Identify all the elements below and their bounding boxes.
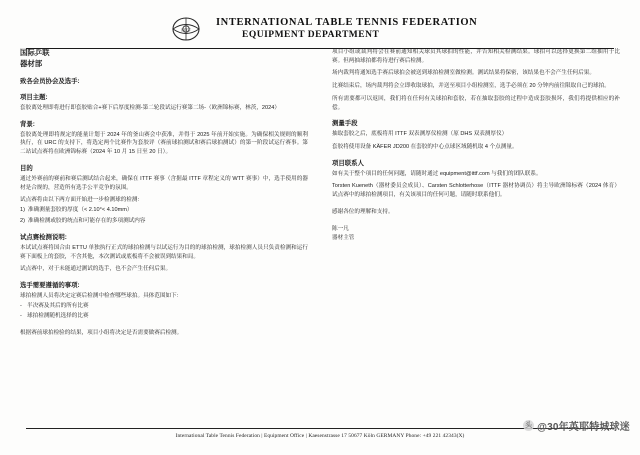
signature-title: 器材主管 <box>332 235 355 242</box>
project-heading: 项目主题: <box>20 94 48 101</box>
scope-item <box>20 206 308 215</box>
document-footer: International Table Tennis Federation | Equipment Office | Kaesenstrasse 17 50677 Köln GERMANY Phone: +49 221 42343(X) <box>26 428 614 439</box>
federation-name: INTERNATIONAL TABLE TENNIS FEDERATION <box>216 17 478 28</box>
obligations-item: - 球拍检测随机选择的比赛 <box>20 312 308 321</box>
measure-para-1: 抽取套胶之后，底板将用 ITTF 双表测厚仪检测（原 DHS 双表测厚仪） <box>332 131 508 138</box>
right-para-1: 项目小组或裁判将会在赛前通知相关球员其球拍的性能，并告知相关检测结果。球拍可以选择更换第二组抽用于比赛。但两抽球拍都将待进行赛后检测。 <box>332 49 620 64</box>
scope-item-number: 1) <box>20 207 25 214</box>
background-heading: 背景: <box>20 120 35 128</box>
measure-para-2: 套胶将使用设备 KÄFER JD200 在套胶的中心点球区域随机取 4 个点测量。 <box>332 143 518 150</box>
scope-item <box>20 217 308 226</box>
purpose-heading: 目的 <box>20 164 33 172</box>
svg-text:ITTF: ITTF <box>181 27 191 33</box>
test-text: 本试试点赛将国合由 ETTU 单独执行正式的球拍检测与以试运行为目的的球拍检测，球拍检测人员只负责检测和运行赛下面板上的套胶，不含其他，本次测试或底板将不会被误到结果和局。 <box>20 244 308 260</box>
obligations-text: 球拍检测人员将决定定赛后检测中检查哪些球拍。具体范围如下: <box>20 292 179 299</box>
page-title: 国际乒联 <box>20 48 50 57</box>
watermark <box>523 418 630 433</box>
document-header <box>26 6 614 49</box>
contact-para-2: Torsten Kueneth（器材委员会成员）、Carsten Schlotterhose（ITTF 器材协调员）将主导欧洲锦标赛（2024 体育）试点赛中的球拍检测项目，有关该项目的任何可题，请随时联系他们。 <box>332 183 620 199</box>
scope-item-text: 准确检测或胶的统点和可能存在的多项测试内容 <box>28 218 146 225</box>
closing-text: 根据赛前球拍检验的结果，项目小组将决定是否需要做赛后检测。 <box>20 330 183 337</box>
department-name: EQUIPMENT DEPARTMENT <box>242 30 380 40</box>
right-para-3: 比赛结束后，场内裁判将会立即收取球拍，并送至项目小组检测室，选手必须在 20 分钟内前往限取自己的球拍。 <box>332 83 610 90</box>
test-heading: 试点赛检测说明: <box>20 233 67 241</box>
background-text: 套胶离处理即将规定的能量计划于 2024 年的釜山赛会中获准，并得于 2025 年前开始实施。为确保相关规则的顺利执行，在 URC 的支持下，将选定两个比赛作为套胶评（赛前球拍测试和赛后球拍测试）的第一阶段试运行赛事。第二站试点赛将在欧洲锦标赛（2024 年 10 月 15 日至 20 日）。 <box>20 131 308 156</box>
right-column <box>332 48 620 426</box>
no-consequence-text: 试点赛中，对于未能通过测试的选手，也不会产生任何后果。 <box>20 266 172 273</box>
obligations-item: - 半决赛及其后的所有比赛 <box>20 302 308 311</box>
left-column <box>20 48 310 426</box>
contact-para-1: 如有关于整个项目的任何问题，请随时通过 equipment@ittf.com 与我们的团队联系。 <box>332 170 542 177</box>
scope-item-text: 准确测量套胶的厚度（< 2.10°< 4.10mm） <box>28 207 133 214</box>
recipients-heading: 致各会员协会及选手: <box>20 78 80 85</box>
scope-item-number: 2) <box>20 218 25 225</box>
right-para-2: 场内裁判将通知选手赛后球拍会被送到球拍检测室做检测。测试结果将保密，该结果也不会产生任何后果。 <box>332 70 595 77</box>
measure-heading: 测量手段 <box>332 120 358 128</box>
signature-block <box>332 225 620 243</box>
ittf-logo-icon <box>166 14 206 44</box>
contact-heading: 项目联系人 <box>332 159 364 167</box>
document-body <box>20 48 620 426</box>
watermark-text: @30年英耶特城球迷 <box>537 422 630 433</box>
purpose-text: 通过外赛前的赛前和赛后测试结合起来，确保在 ITTF 赛事（含据最 ITTF 章程定义的 WTT 赛事）中，选手使用的器材是合规的，营造所有选手公平竞争的氛围。 <box>20 175 308 191</box>
obligations-heading: 选手需要遵循的事项: <box>20 281 80 289</box>
scope-heading: 试点赛将由以下两方面开始进一步检测球的检测: <box>20 197 140 204</box>
thanks-text: 感谢各位的理解和支持。 <box>332 208 394 215</box>
page-subtitle: 器材部 <box>20 59 43 68</box>
watermark-badge-icon: 头 <box>525 422 533 429</box>
signature-name: 陈一凡 <box>332 226 349 233</box>
right-para-4: 所有需要都可以返回，我们将在任何有关球拍和套胶，若在抽取套胶的过程中造成套胶损坏，我们将提供相应的补偿。 <box>332 95 620 111</box>
project-text: 套胶离处理即将进行即套胶贴合+赛下后厚度检测-第二轮段试运行赛第二场-（欧洲锦标赛，林茨，2024） <box>20 105 280 111</box>
